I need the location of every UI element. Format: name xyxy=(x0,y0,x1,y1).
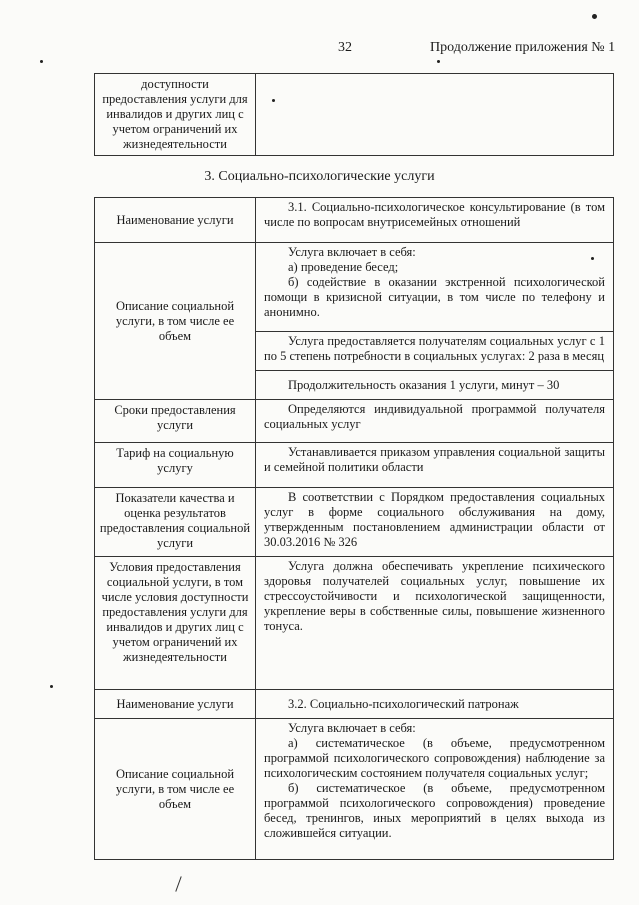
table-row xyxy=(95,243,614,332)
table-row xyxy=(95,74,614,156)
service1-quality-label: Показатели качества и оценка результатов предоставления социальной услуги xyxy=(95,488,256,557)
service1-name-value: 3.1. Социально-психологическое консультирование (в том числе по вопросам внутрисемейных отношений xyxy=(256,198,614,243)
service1-desc-cell xyxy=(256,243,614,332)
service2-name-label: Наименование услуги xyxy=(95,690,256,719)
service1-quality-value: В соответствии с Порядком предоставления социальных услуг в форме социального обслуживания на дому, утвержденным постановлением администрации области от 30.03.2016 № 326 xyxy=(256,488,614,557)
section-title: 3. Социально-психологические услуги xyxy=(204,169,435,184)
table-row xyxy=(95,557,614,690)
scan-speck xyxy=(40,60,43,63)
scan-speck xyxy=(591,257,594,260)
service1-desc-line3: б) содействие в оказании экстренной психологической помощи в кризисной ситуации, в том числе по телефону и анонимно. xyxy=(264,275,605,319)
service2-desc-line2: а) систематическое (в объеме, предусмотренном программой психологического сопровождения) наблюдение за психологическим состоянием получателя социальных услуг; xyxy=(264,736,605,780)
service2-desc-cell xyxy=(256,719,614,860)
service1-tariff-label: Тариф на социальную услугу xyxy=(95,443,256,488)
appendix-label: Продолжение приложения № 1 xyxy=(430,40,616,55)
table-row xyxy=(95,488,614,557)
service2-name-value: 3.2. Социально-психологический патронаж xyxy=(256,690,614,719)
service1-desc-label: Описание социальной услуги, в том числе ее объем xyxy=(95,243,256,400)
page-number: 32 xyxy=(338,40,352,55)
conditions-continuation-value xyxy=(256,74,614,156)
service1-conditions-value: Услуга должна обеспечивать укрепление психического здоровья получателей социальных услуг, повышение их стрессоустойчивости и психологической защищенности, укрепление веры в собственные силы, повышение жизненного тонуса. xyxy=(256,557,614,690)
conditions-continuation-label: доступности предоставления услуги для инвалидов и других лиц с учетом ограничений их жизнедеятельности xyxy=(95,74,256,156)
table-row xyxy=(95,400,614,443)
service1-desc-line1: Услуга включает в себя: xyxy=(288,245,416,259)
scan-speck xyxy=(272,99,275,102)
service2-desc-label: Описание социальной услуги, в том числе ее объем xyxy=(95,719,256,860)
table-row xyxy=(95,690,614,719)
service1-conditions-label: Условия предоставления социальной услуги, в том числе условия доступности предоставления услуги для инвалидов и других лиц с учетом ограничений их жизнедеятельности xyxy=(95,557,256,690)
table-row xyxy=(95,443,614,488)
continuation-table xyxy=(94,73,614,156)
service2-desc-line1: Услуга включает в себя: xyxy=(288,721,416,735)
service1-terms-value: Определяются индивидуальной программой получателя социальных услуг xyxy=(256,400,614,443)
scan-speck xyxy=(50,685,53,688)
service1-desc-line2: а) проведение бесед; xyxy=(288,260,399,274)
service1-volume: Услуга предоставляется получателям социальных услуг с 1 по 5 степень потребности в социальных услугах: 2 раза в месяц xyxy=(256,332,614,371)
table-row xyxy=(95,719,614,860)
scan-speck xyxy=(592,14,597,19)
table-row xyxy=(95,198,614,243)
service1-name-label: Наименование услуги xyxy=(95,198,256,243)
services-table xyxy=(94,197,614,860)
scan-mark xyxy=(175,876,181,891)
service2-desc-line3: б) систематическое (в объеме, предусмотренном программой психологического сопровождения) проведение бесед, тренингов, иных мероприятий в целях выхода из сложившейся ситуации. xyxy=(264,781,605,840)
scan-speck xyxy=(437,60,440,63)
service1-duration: Продолжительность оказания 1 услуги, минут – 30 xyxy=(256,371,614,400)
service1-terms-label: Сроки предоставления услуги xyxy=(95,400,256,443)
service1-tariff-value: Устанавливается приказом управления социальной защиты и семейной политики области xyxy=(256,443,614,488)
